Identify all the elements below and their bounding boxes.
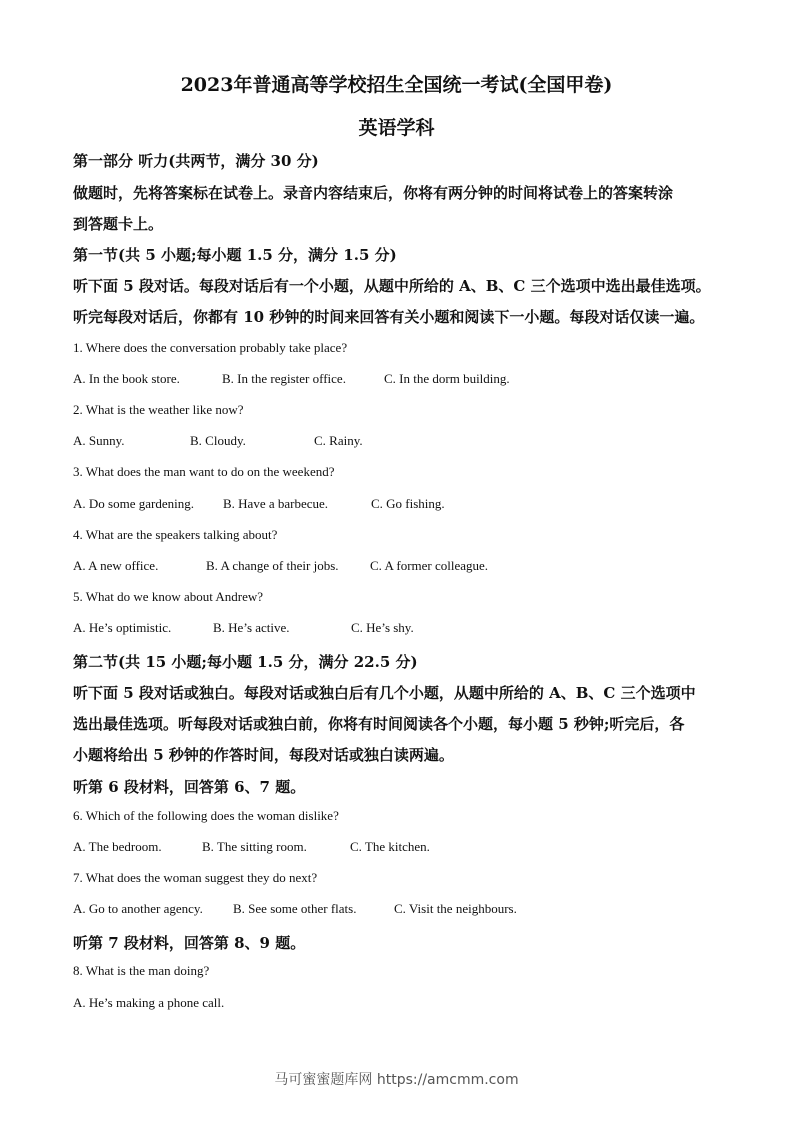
q6-option-b: B. The sitting room. [202, 839, 307, 854]
q7-option-a: A. Go to another agency. [73, 901, 203, 916]
material-7-heading: 听第 7 段材料，回答第 8、9 题。 [73, 934, 306, 952]
q7-option-b: B. See some other flats. [233, 901, 357, 916]
question-2: 2. What is the weather like now? [73, 402, 244, 417]
question-1: 1. Where does the conversation probably take place? [73, 340, 348, 355]
q1-option-b: B. In the register office. [222, 371, 346, 386]
q5-option-b: B. He’s active. [213, 620, 290, 635]
footer-watermark: 马可蜜蜜题库网 https://amcmm.com [274, 1072, 519, 1088]
page-title: 2023年普通高等学校招生全国统一考试(全国甲卷) [180, 74, 613, 96]
q5-option-c: C. He’s shy. [351, 620, 414, 635]
question-4: 4. What are the speakers talking about? [73, 527, 278, 542]
q4-option-a: A. A new office. [73, 558, 159, 573]
q3-option-c: C. Go fishing. [371, 496, 445, 511]
section2-instr-line2: 选出最佳选项。听每段对话或独白前，你将有时间阅读各个小题，每小题 5 秒钟;听完后，各 [73, 715, 685, 733]
question-6: 6. Which of the following does the woman dislike? [73, 808, 339, 823]
section2-instr-line1: 听下面 5 段对话或独白。每段对话或独白后有几个小题，从题中所给的 A、B、C 三个选项中 [73, 684, 696, 702]
q5-option-a: A. He’s optimistic. [73, 620, 172, 635]
section2-instr-line3: 小题将给出 5 秒钟的作答时间，每段对话或独白读两遍。 [73, 746, 454, 764]
material-6-heading: 听第 6 段材料，回答第 6、7 题。 [73, 778, 306, 796]
question-3: 3. What does the man want to do on the weekend? [73, 464, 335, 479]
question-5: 5. What do we know about Andrew? [73, 589, 264, 604]
q2-option-b: B. Cloudy. [190, 433, 246, 448]
q3-option-b: B. Have a barbecue. [223, 496, 329, 511]
part1-heading: 第一部分 听力(共两节，满分 30 分) [73, 152, 319, 170]
q1-option-a: A. In the book store. [73, 371, 180, 386]
part1-intro-line2: 到答题卡上。 [73, 215, 164, 233]
page-subtitle: 英语学科 [358, 117, 435, 139]
section1-instr-line1: 听下面 5 段对话。每段对话后有一个小题，从题中所给的 A、B、C 三个选项中选出最佳选项。 [73, 277, 711, 295]
q3-option-a: A. Do some gardening. [73, 496, 194, 511]
q8-option-a: A. He’s making a phone call. [73, 995, 225, 1010]
q6-option-a: A. The bedroom. [73, 839, 162, 854]
q6-option-c: C. The kitchen. [350, 839, 430, 854]
q4-option-b: B. A change of their jobs. [206, 558, 339, 573]
q2-option-c: C. Rainy. [314, 433, 363, 448]
q1-option-c: C. In the dorm building. [384, 371, 510, 386]
q2-option-a: A. Sunny. [73, 433, 125, 448]
section1-instr-line2: 听完每段对话后，你都有 10 秒钟的时间来回答有关小题和阅读下一小题。每段对话仅读一遍。 [73, 308, 705, 326]
q7-option-c: C. Visit the neighbours. [394, 901, 517, 916]
part1-intro-line1: 做题时，先将答案标在试卷上。录音内容结束后，你将有两分钟的时间将试卷上的答案转涂 [73, 184, 674, 202]
question-7: 7. What does the woman suggest they do next? [73, 870, 318, 885]
section1-heading: 第一节(共 5 小题;每小题 1.5 分，满分 1.5 分) [73, 246, 397, 264]
q4-option-c: C. A former colleague. [370, 558, 489, 573]
question-8: 8. What is the man doing? [73, 963, 210, 978]
section2-heading: 第二节(共 15 小题;每小题 1.5 分，满分 22.5 分) [73, 653, 418, 671]
